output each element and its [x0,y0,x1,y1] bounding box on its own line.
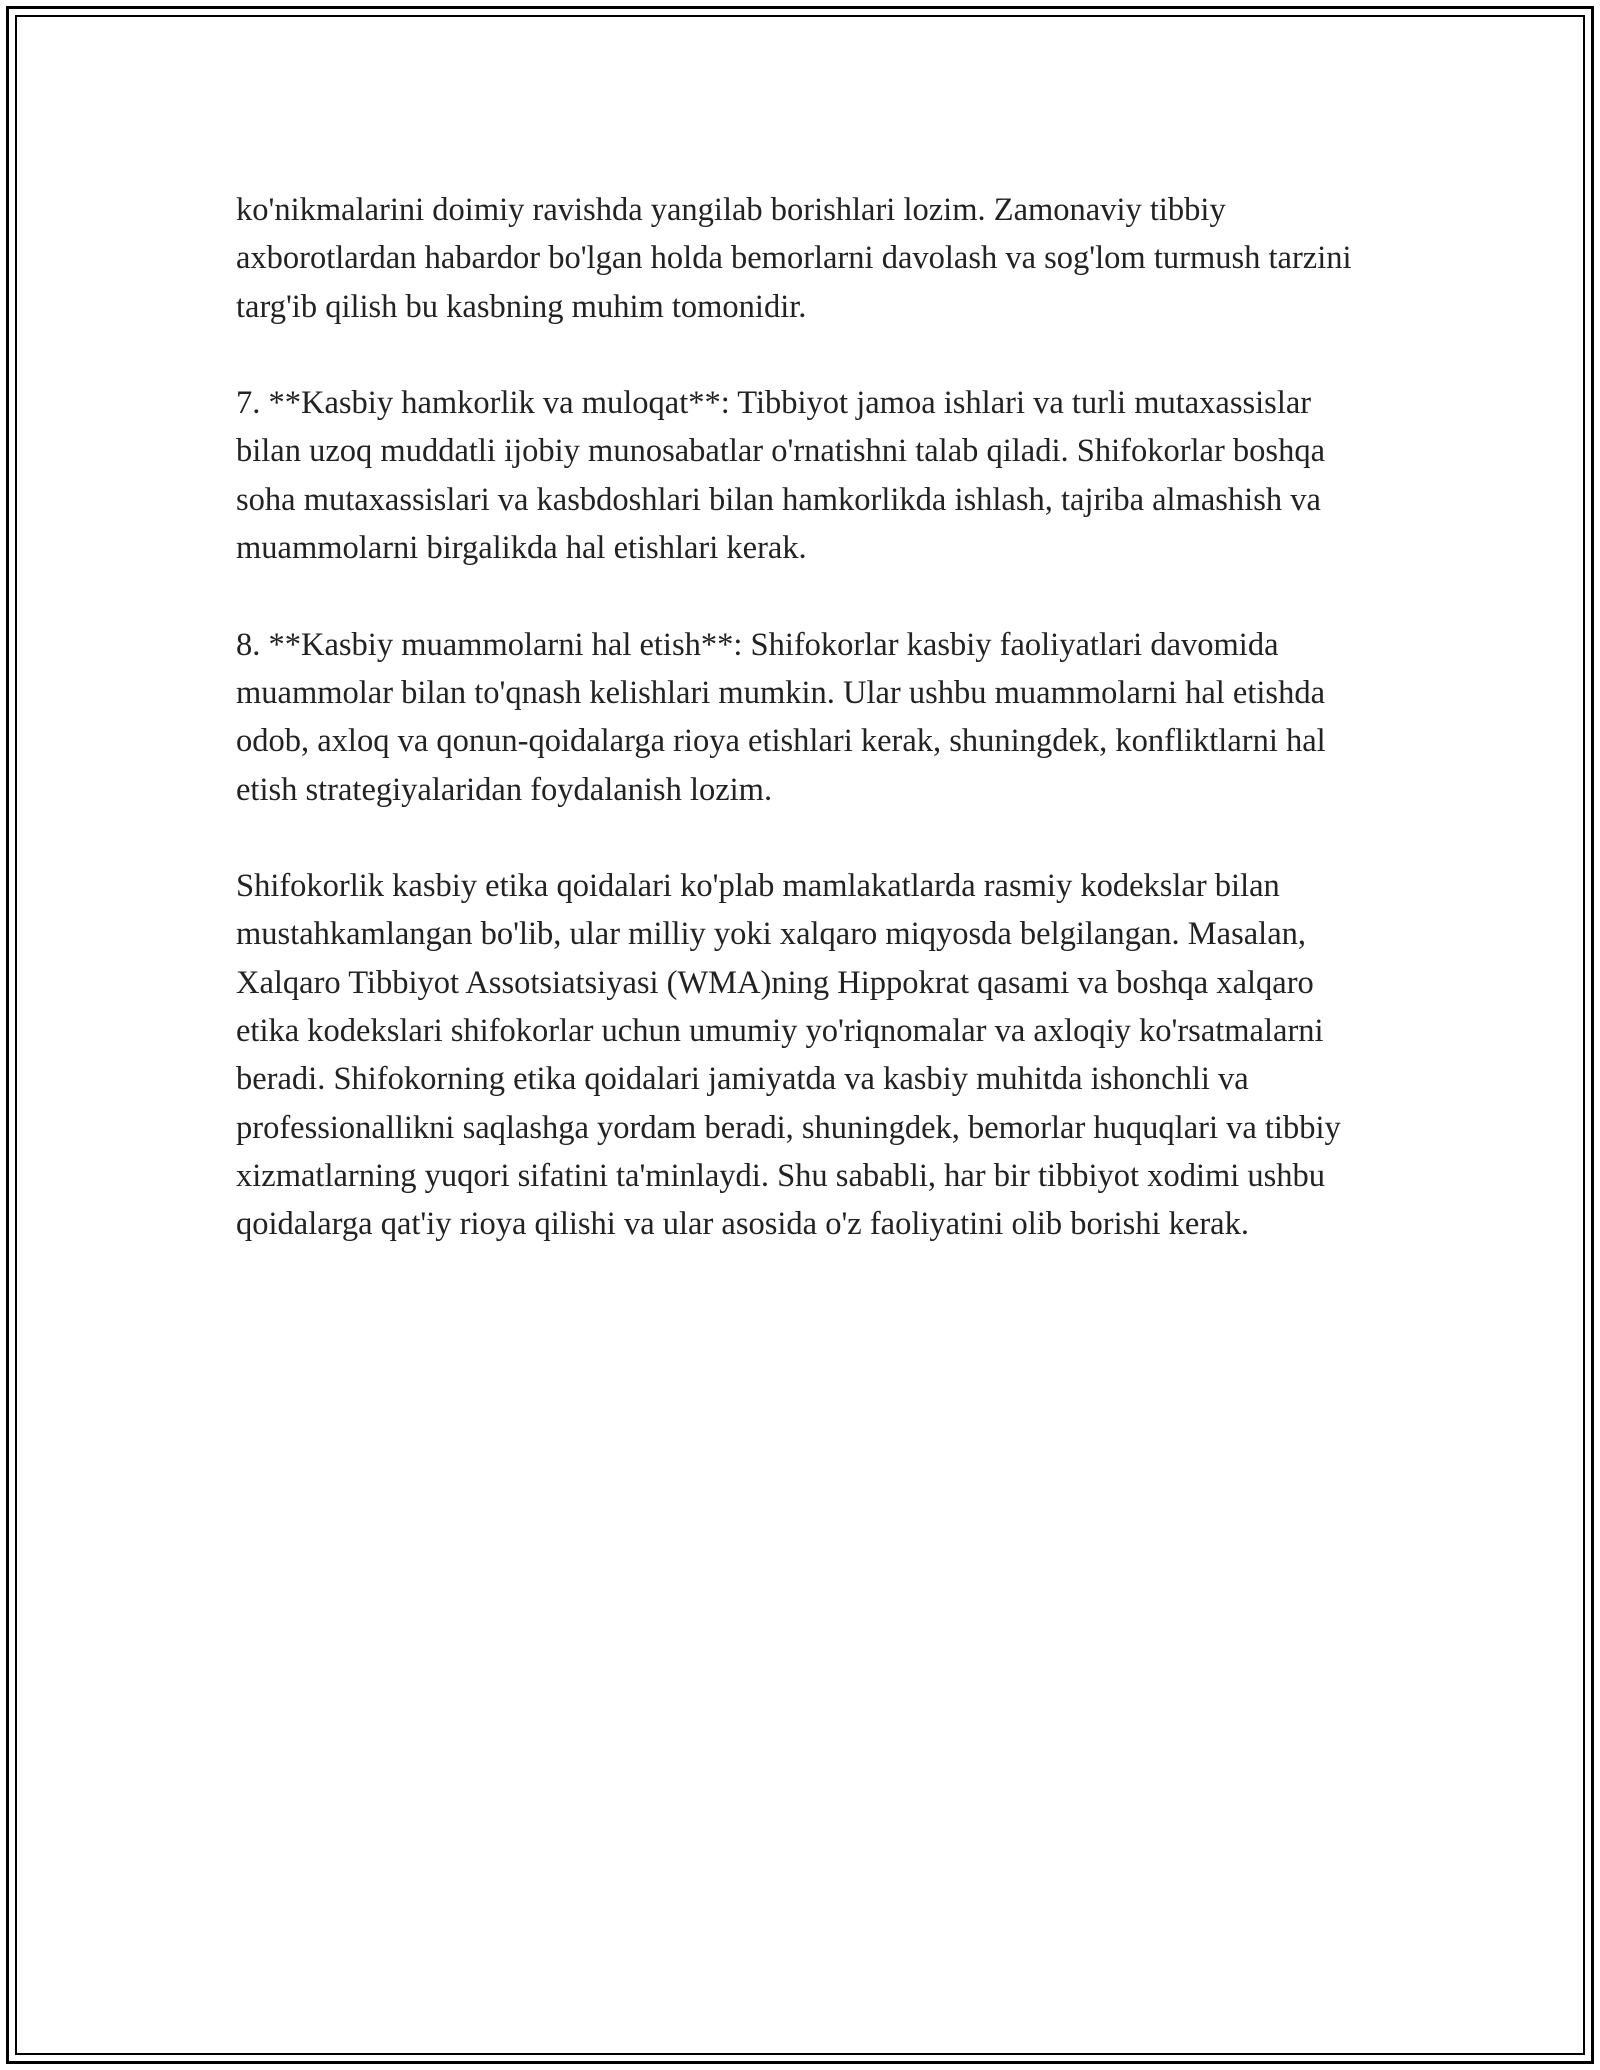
paragraph-item-8: 8. **Kasbiy muammolarni hal etish**: Shifokorlar kasbiy faoliyatlari davomida muammolar bilan to'qnash kelishlari mumkin. Ular ushbu muammolarni hal etishda odob, axloq va qonun-qoidalarga rioya etishlari kerak, shuningdek, konfliktlarni hal etish strategiyalaridan foydalanish lozim. [236,626,1326,808]
document-body [236,186,1366,1297]
paragraph-continuation: ko'nikmalarini doimiy ravishda yangilab borishlari lozim. Zamonaviy tibbiy axborotlardan habardor bo'lgan holda bemorlarni davolash va sog'lom turmush tarzini targ'ib qilish bu kasbning muhim tomonidir. [236,192,1352,325]
paragraph-item-7: 7. **Kasbiy hamkorlik va muloqat**: Tibbiyot jamoa ishlari va turli mutaxassislar bilan uzoq muddatli ijobiy munosabatlar o'rnatishni talab qiladi. Shifokorlar boshqa soha mutaxassislari va kasbdoshlari bilan hamkorlikda ishlash, tajriba almashish va muammolarni birgalikda hal etishlari kerak. [236,385,1325,567]
paragraph-conclusion: Shifokorlik kasbiy etika qoidalari ko'plab mamlakatlarda rasmiy kodekslar bilan mustahkamlangan bo'lib, ular milliy yoki xalqaro miqyosda belgilangan. Masalan, Xalqaro Tibbiyot Assotsiatsiyasi (WMA)ning Hippokrat qasami va boshqa xalqaro etika kodekslari shifokorlar uchun umumiy yo'riqnomalar va axloqiy ko'rsatmalarni beradi. Shifokorning etika qoidalari jamiyatda va kasbiy muhitda ishonchli va professionallikni saqlashga yordam beradi, shuningdek, bemorlar huquqlari va tibbiy xizmatlarning yuqori sifatini ta'minlaydi. Shu sababli, har bir tibbiyot xodimi ushbu qoidalarga qat'iy rioya qilishi va ular asosida o'z faoliyatini olib borishi kerak. [236,868,1341,1243]
